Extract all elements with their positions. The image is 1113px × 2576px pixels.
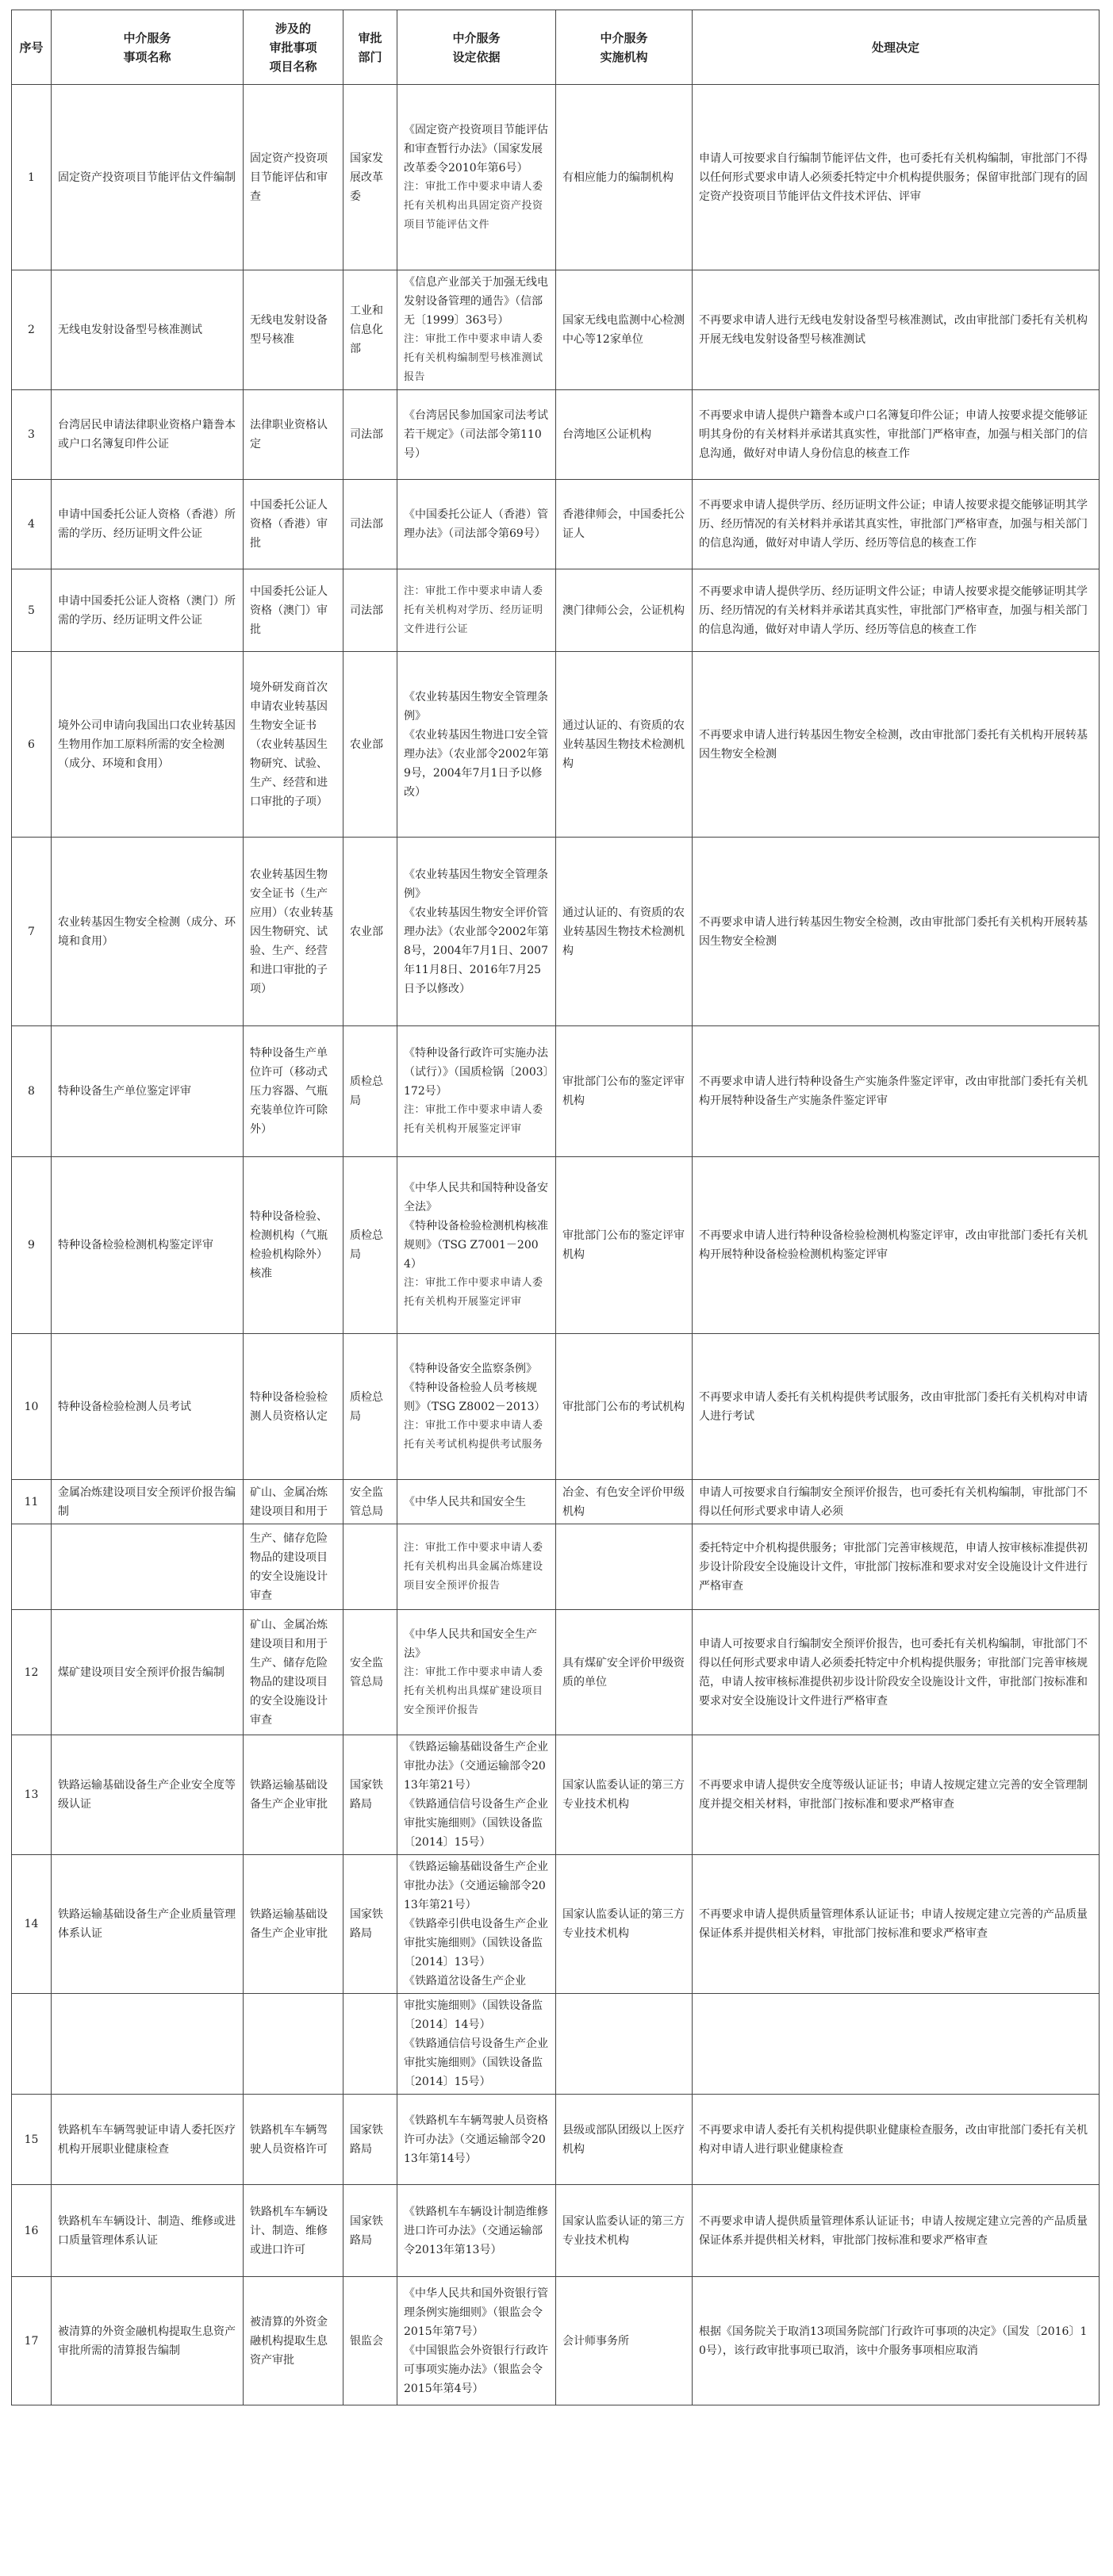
cell-service-name: 特种设备生产单位鉴定评审 — [52, 1026, 244, 1157]
cell-no: 17 — [12, 2277, 52, 2405]
basis-text: 《固定资产投资项目节能评估和审查暂行办法》（国家发展改革委令2010年第6号） — [404, 123, 548, 174]
cell-basis — [397, 1994, 556, 2095]
cell-agency: 台湾地区公证机构 — [556, 390, 693, 480]
cell-basis — [397, 85, 556, 270]
cell-department: 农业部 — [343, 838, 397, 1026]
header-no: 序号 — [12, 10, 52, 85]
cell-service-name: 无线电发射设备型号核准测试 — [52, 270, 244, 390]
cell-basis — [397, 1524, 556, 1610]
cell-approval-item: 特种设备检验检测人员资格认定 — [244, 1334, 343, 1480]
cell-decision: 不再要求申请人提供户籍誊本或户口名簿复印件公证；申请人按要求提交能够证明其身份的有关材料并承诺其真实性，审批部门严格审查，加强与相关部门的信息沟通，做好对申请人身份信息的核查工作 — [693, 390, 1100, 480]
cell-decision: 根据《国务院关于取消13项国务院部门行政许可事项的决定》（国发〔2016〕10号），该行政审批事项已取消，该中介服务事项相应取消 — [693, 2277, 1100, 2405]
cell-basis — [397, 1026, 556, 1157]
table-header-row — [12, 10, 1100, 85]
cell-decision: 不再要求申请人委托有关机构提供职业健康检查服务，改由审批部门委托有关机构对申请人进行职业健康检查 — [693, 2095, 1100, 2185]
basis-note: 注：审批工作中要求申请人委托有关机构出具金属冶炼建设项目安全预评价报告 — [404, 1541, 543, 1592]
cell-approval-item: 中国委托公证人资格（澳门）审批 — [244, 569, 343, 652]
cell-no: 6 — [12, 652, 52, 838]
cell-basis — [397, 1855, 556, 1994]
cell-department: 国家铁路局 — [343, 2185, 397, 2277]
cell-service-name: 申请中国委托公证人资格（香港）所需的学历、经历证明文件公证 — [52, 480, 244, 569]
cell-service-name: 铁路机车车辆设计、制造、维修或进口质量管理体系认证 — [52, 2185, 244, 2277]
cell-no: 2 — [12, 270, 52, 390]
cell-no: 10 — [12, 1334, 52, 1480]
header-approval: 涉及的 审批事项 项目名称 — [244, 10, 343, 85]
cell-basis — [397, 569, 556, 652]
cell-approval-item: 矿山、金属冶炼建设项目和用于 — [244, 1480, 343, 1524]
cell-decision: 不再要求申请人提供质量管理体系认证证书；申请人按规定建立完善的产品质量保证体系并提供相关材料，审批部门按标准和要求严格审查 — [693, 1855, 1100, 1994]
cell-department: 质检总局 — [343, 1334, 397, 1480]
cell-basis — [397, 1480, 556, 1524]
table-row — [12, 1735, 1100, 1855]
table-row — [12, 1026, 1100, 1157]
cell-approval-item: 铁路运输基础设备生产企业审批 — [244, 1735, 343, 1855]
table-body — [12, 85, 1100, 2405]
cell-agency: 审批部门公布的鉴定评审机构 — [556, 1157, 693, 1334]
cell-approval-item: 铁路机车车辆驾驶人员资格许可 — [244, 2095, 343, 2185]
cell-service-name: 台湾居民申请法律职业资格户籍誊本或户口名簿复印件公证 — [52, 390, 244, 480]
cell-no: 8 — [12, 1026, 52, 1157]
cell-approval-item: 铁路机车车辆设计、制造、维修或进口许可 — [244, 2185, 343, 2277]
cell-agency: 通过认证的、有资质的农业转基因生物技术检测机构 — [556, 838, 693, 1026]
basis-note: 注：审批工作中要求申请人委托有关机构出具煤矿建设项目安全预评价报告 — [404, 1666, 543, 1716]
cell-department: 司法部 — [343, 569, 397, 652]
cell-agency: 冶金、有色安全评价甲级机构 — [556, 1480, 693, 1524]
cell-decision — [693, 1994, 1100, 2095]
cell-department: 司法部 — [343, 480, 397, 569]
header-basis: 中介服务 设定依据 — [397, 10, 556, 85]
cell-no: 3 — [12, 390, 52, 480]
cell-department: 国家铁路局 — [343, 1855, 397, 1994]
cell-agency: 国家认监委认证的第三方专业技术机构 — [556, 2185, 693, 2277]
cell-no: 12 — [12, 1610, 52, 1735]
table-row — [12, 480, 1100, 569]
cell-no — [12, 1524, 52, 1610]
basis-note: 注：审批工作中要求申请人委托有关机构对学历、经历证明文件进行公证 — [404, 585, 543, 635]
cell-department: 国家铁路局 — [343, 1735, 397, 1855]
cell-approval-item: 被清算的外资金融机构提取生息资产审批 — [244, 2277, 343, 2405]
cell-approval-item: 特种设备生产单位许可（移动式压力容器、气瓶充装单位许可除外） — [244, 1026, 343, 1157]
table-row — [12, 838, 1100, 1026]
basis-text: 《中华人民共和国安全生产法》 — [404, 1627, 537, 1660]
basis-text: 《中华人民共和国安全生 — [404, 1495, 526, 1508]
cell-department: 工业和信息化部 — [343, 270, 397, 390]
header-dept: 审批 部门 — [343, 10, 397, 85]
cell-service-name: 铁路运输基础设备生产企业质量管理体系认证 — [52, 1855, 244, 1994]
cell-no: 7 — [12, 838, 52, 1026]
cell-department: 银监会 — [343, 2277, 397, 2405]
table-row — [12, 2185, 1100, 2277]
cell-no: 15 — [12, 2095, 52, 2185]
cell-agency: 国家认监委认证的第三方专业技术机构 — [556, 1855, 693, 1994]
basis-text: 《中华人民共和国特种设备安全法》 《特种设备检验检测机构核准规则》（TSG Z7001－2004） — [404, 1182, 548, 1271]
cell-decision: 不再要求申请人提供学历、经历证明文件公证；申请人按要求提交能够证明其学历、经历情况的有关材料并承诺其真实性，审批部门严格审查，加强与相关部门的信息沟通，做好对申请人学历、经历等信息的核查工作 — [693, 480, 1100, 569]
cell-approval-item: 特种设备检验、检测机构（气瓶检验机构除外）核准 — [244, 1157, 343, 1334]
cell-service-name — [52, 1994, 244, 2095]
basis-text: 《铁路运输基础设备生产企业审批办法》（交通运输部令2013年第21号） 《铁路牵引供电设备生产企业审批实施细则》（国铁设备监〔2014〕13号） 《铁路道岔设备生产企业 — [404, 1861, 548, 1988]
cell-basis — [397, 1334, 556, 1480]
cell-department: 安全监管总局 — [343, 1480, 397, 1524]
cell-basis — [397, 270, 556, 390]
cell-approval-item: 固定资产投资项目节能评估和审查 — [244, 85, 343, 270]
table-row — [12, 1334, 1100, 1480]
table-row — [12, 652, 1100, 838]
header-name: 中介服务 事项名称 — [52, 10, 244, 85]
cell-service-name — [52, 1524, 244, 1610]
basis-text: 审批实施细则》（国铁设备监〔2014〕14号） 《铁路通信信号设备生产企业审批实施细则》（国铁设备监〔2014〕15号） — [404, 1999, 548, 2088]
header-agency: 中介服务 实施机构 — [556, 10, 693, 85]
basis-text: 《农业转基因生物安全管理条例》 《农业转基因生物安全评价管理办法》（农业部令2002年第8号，2004年7月1日、2007年11月8日、2016年7月25日予以修改） — [404, 868, 549, 995]
basis-text: 《特种设备行政许可实施办法（试行）》（国质检锅〔2003〕172号） — [404, 1047, 549, 1098]
table-row — [12, 270, 1100, 390]
header-decision: 处理决定 — [693, 10, 1100, 85]
table-row — [12, 1157, 1100, 1334]
basis-text: 《台湾居民参加国家司法考试若干规定》（司法部令第110号） — [404, 409, 548, 460]
cell-decision: 申请人可按要求自行编制节能评估文件，也可委托有关机构编制，审批部门不得以任何形式要求申请人必须委托特定中介机构提供服务；保留审批部门现有的固定资产投资项目节能评估文件技术评估、评审 — [693, 85, 1100, 270]
cell-decision: 不再要求申请人提供质量管理体系认证证书；申请人按规定建立完善的产品质量保证体系并提供相关材料，审批部门按标准和要求严格审查 — [693, 2185, 1100, 2277]
intermediary-services-table — [11, 10, 1100, 2405]
cell-agency: 香港律师会，中国委托公证人 — [556, 480, 693, 569]
cell-department: 安全监管总局 — [343, 1610, 397, 1735]
cell-no: 16 — [12, 2185, 52, 2277]
basis-text: 《铁路机车车辆驾驶人员资格许可办法》（交通运输部令2013年第14号） — [404, 2114, 548, 2165]
cell-approval-item: 农业转基因生物安全证书（生产应用）（农业转基因生物研究、试验、生产、经营和进口审批的子项） — [244, 838, 343, 1026]
cell-approval-item: 矿山、金属冶炼建设项目和用于生产、储存危险物品的建设项目的安全设施设计审查 — [244, 1610, 343, 1735]
cell-agency — [556, 1994, 693, 2095]
cell-service-name: 特种设备检验检测人员考试 — [52, 1334, 244, 1480]
table-row — [12, 2095, 1100, 2185]
cell-agency — [556, 1524, 693, 1610]
cell-agency: 有相应能力的编制机构 — [556, 85, 693, 270]
cell-basis — [397, 1735, 556, 1855]
cell-department: 司法部 — [343, 390, 397, 480]
cell-department: 国家发展改革委 — [343, 85, 397, 270]
basis-text: 《中华人民共和国外资银行管理条例实施细则》（银监会令2015年第7号） 《中国银监会外资银行行政许可事项实施办法》（银监会令2015年第4号） — [404, 2287, 548, 2395]
basis-text: 《铁路机车车辆设计制造维修进口许可办法》（交通运输部令2013年第13号） — [404, 2205, 548, 2256]
cell-service-name: 铁路运输基础设备生产企业安全度等级认证 — [52, 1735, 244, 1855]
cell-service-name: 境外公司申请向我国出口农业转基因生物用作加工原料所需的安全检测（成分、环境和食用） — [52, 652, 244, 838]
basis-text: 《中国委托公证人（香港）管理办法》（司法部令第69号） — [404, 508, 548, 540]
cell-decision: 不再要求申请人提供安全度等级认证证书；申请人按规定建立完善的安全管理制度并提交相关材料，审批部门按标准和要求严格审查 — [693, 1735, 1100, 1855]
cell-service-name: 固定资产投资项目节能评估文件编制 — [52, 85, 244, 270]
cell-no: 11 — [12, 1480, 52, 1524]
table-row — [12, 390, 1100, 480]
cell-decision: 不再要求申请人委托有关机构提供考试服务，改由审批部门委托有关机构对申请人进行考试 — [693, 1334, 1100, 1480]
cell-service-name: 金属冶炼建设项目安全预评价报告编制 — [52, 1480, 244, 1524]
cell-decision: 不再要求申请人进行无线电发射设备型号核准测试，改由审批部门委托有关机构开展无线电发射设备型号核准测试 — [693, 270, 1100, 390]
cell-basis — [397, 390, 556, 480]
cell-approval-item: 中国委托公证人资格（香港）审批 — [244, 480, 343, 569]
cell-no: 9 — [12, 1157, 52, 1334]
cell-agency: 具有煤矿安全评价甲级资质的单位 — [556, 1610, 693, 1735]
cell-department: 质检总局 — [343, 1026, 397, 1157]
cell-decision: 申请人可按要求自行编制安全预评价报告，也可委托有关机构编制，审批部门不得以任何形式要求申请人必须 — [693, 1480, 1100, 1524]
cell-department — [343, 1994, 397, 2095]
cell-approval-item: 生产、储存危险物品的建设项目的安全设施设计审查 — [244, 1524, 343, 1610]
cell-service-name: 特种设备检验检测机构鉴定评审 — [52, 1157, 244, 1334]
cell-basis — [397, 2277, 556, 2405]
basis-text: 《信息产业部关于加强无线电发射设备管理的通告》（信部无〔1999〕363号） — [404, 276, 548, 327]
table-row — [12, 1524, 1100, 1610]
cell-agency: 审批部门公布的考试机构 — [556, 1334, 693, 1480]
cell-decision: 委托特定中介机构提供服务；审批部门完善审核规范，申请人按审核标准提供初步设计阶段安全设施设计文件，审批部门按标准和要求对安全设施设计文件进行严格审查 — [693, 1524, 1100, 1610]
cell-service-name: 铁路机车车辆驾驶证申请人委托医疗机构开展职业健康检查 — [52, 2095, 244, 2185]
table-row — [12, 1994, 1100, 2095]
cell-approval-item — [244, 1994, 343, 2095]
cell-basis — [397, 2095, 556, 2185]
cell-no: 14 — [12, 1855, 52, 1994]
cell-agency: 国家认监委认证的第三方专业技术机构 — [556, 1735, 693, 1855]
cell-no: 5 — [12, 569, 52, 652]
cell-service-name: 煤矿建设项目安全预评价报告编制 — [52, 1610, 244, 1735]
table-row — [12, 569, 1100, 652]
cell-department: 质检总局 — [343, 1157, 397, 1334]
cell-agency: 澳门律师公会，公证机构 — [556, 569, 693, 652]
cell-no: 13 — [12, 1735, 52, 1855]
cell-department: 农业部 — [343, 652, 397, 838]
cell-service-name: 被清算的外资金融机构提取生息资产审批所需的清算报告编制 — [52, 2277, 244, 2405]
cell-approval-item: 法律职业资格认定 — [244, 390, 343, 480]
cell-no: 1 — [12, 85, 52, 270]
cell-agency: 县级或部队团级以上医疗机构 — [556, 2095, 693, 2185]
cell-service-name: 申请中国委托公证人资格（澳门）所需的学历、经历证明文件公证 — [52, 569, 244, 652]
table-row — [12, 85, 1100, 270]
table-row — [12, 1610, 1100, 1735]
cell-basis — [397, 2185, 556, 2277]
cell-basis — [397, 1157, 556, 1334]
cell-decision: 不再要求申请人进行特种设备生产实施条件鉴定评审，改由审批部门委托有关机构开展特种设备生产实施条件鉴定评审 — [693, 1026, 1100, 1157]
basis-text: 《特种设备安全监察条例》 《特种设备检验人员考核规则》（TSG Z8002－2013） — [404, 1362, 546, 1413]
cell-basis — [397, 1610, 556, 1735]
cell-no: 4 — [12, 480, 52, 569]
cell-department: 国家铁路局 — [343, 2095, 397, 2185]
cell-basis — [397, 480, 556, 569]
table-row — [12, 1855, 1100, 1994]
cell-agency: 审批部门公布的鉴定评审机构 — [556, 1026, 693, 1157]
cell-no — [12, 1994, 52, 2095]
cell-decision: 不再要求申请人进行转基因生物安全检测，改由审批部门委托有关机构开展转基因生物安全检测 — [693, 838, 1100, 1026]
table-row — [12, 2277, 1100, 2405]
cell-department — [343, 1524, 397, 1610]
cell-decision: 不再要求申请人进行转基因生物安全检测，改由审批部门委托有关机构开展转基因生物安全检测 — [693, 652, 1100, 838]
cell-agency: 通过认证的、有资质的农业转基因生物技术检测机构 — [556, 652, 693, 838]
basis-text: 《铁路运输基础设备生产企业审批办法》（交通运输部令2013年第21号） 《铁路通信信号设备生产企业审批实施细则》（国铁设备监〔2014〕15号） — [404, 1741, 548, 1849]
cell-service-name: 农业转基因生物安全检测（成分、环境和食用） — [52, 838, 244, 1026]
basis-note: 注：审批工作中要求申请人委托有关考试机构提供考试服务 — [404, 1419, 543, 1451]
cell-basis — [397, 652, 556, 838]
basis-text: 《农业转基因生物安全管理条例》 《农业转基因生物进口安全管理办法》（农业部令2002年第9号，2004年7月1日予以修改） — [404, 690, 549, 799]
cell-basis — [397, 838, 556, 1026]
basis-note: 注：审批工作中要求申请人委托有关机构开展鉴定评审 — [404, 1104, 543, 1135]
basis-note: 注：审批工作中要求申请人委托有关机构开展鉴定评审 — [404, 1277, 543, 1308]
cell-decision: 不再要求申请人进行特种设备检验检测机构鉴定评审，改由审批部门委托有关机构开展特种设备检验检测机构鉴定评审 — [693, 1157, 1100, 1334]
basis-note: 注：审批工作中要求申请人委托有关机构出具固定资产投资项目节能评估文件 — [404, 180, 543, 231]
cell-approval-item: 无线电发射设备型号核准 — [244, 270, 343, 390]
cell-decision: 不再要求申请人提供学历、经历证明文件公证；申请人按要求提交能够证明其学历、经历情况的有关材料并承诺其真实性，审批部门严格审查，加强与相关部门的信息沟通，做好对申请人学历、经历等信息的核查工作 — [693, 569, 1100, 652]
table-row — [12, 1480, 1100, 1524]
cell-decision: 申请人可按要求自行编制安全预评价报告，也可委托有关机构编制，审批部门不得以任何形式要求申请人必须委托特定中介机构提供服务；审批部门完善审核规范，申请人按审核标准提供初步设计阶段安全设施设计文件，审批部门按标准和要求对安全设施设计文件进行严格审查 — [693, 1610, 1100, 1735]
cell-agency: 国家无线电监测中心检测中心等12家单位 — [556, 270, 693, 390]
cell-agency: 会计师事务所 — [556, 2277, 693, 2405]
basis-note: 注：审批工作中要求申请人委托有关机构编制型号核准测试报告 — [404, 333, 543, 383]
cell-approval-item: 铁路运输基础设备生产企业审批 — [244, 1855, 343, 1994]
cell-approval-item: 境外研发商首次申请农业转基因生物安全证书（农业转基因生物研究、试验、生产、经营和进口审批的子项） — [244, 652, 343, 838]
